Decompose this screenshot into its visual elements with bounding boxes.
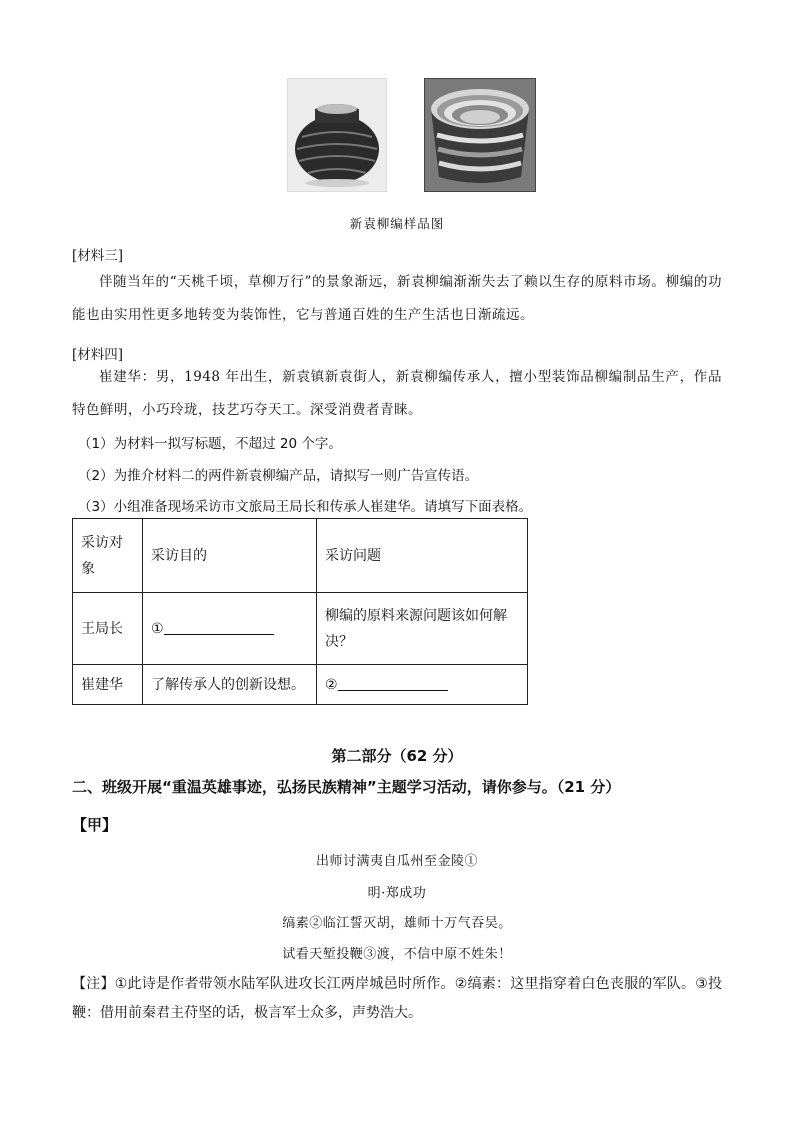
row2-target: 崔建华 [73, 665, 143, 705]
table-header-row [73, 519, 528, 593]
question-3: （3）小组准备现场采访市文旅局王局长和传承人崔建华。请填写下面表格。 [78, 499, 533, 515]
row2-question-cell [317, 665, 528, 705]
figure-caption: 新袁柳编样品图 [349, 216, 445, 231]
subsection-jia: 【甲】 [72, 816, 118, 834]
header-question: 采访问题 [317, 519, 528, 593]
answer-blank-1[interactable] [164, 618, 274, 635]
wicker-jar-photo [287, 78, 387, 192]
material-3-paragraph [72, 266, 722, 332]
wicker-basket-photo [424, 78, 536, 192]
row1-purpose-cell [143, 593, 317, 665]
row2-purpose: 了解传承人的创新设想。 [143, 665, 317, 705]
question-1: （1）为材料一拟写标题，不超过 20 个字。 [78, 436, 342, 452]
part-two-title: 第二部分（62 分） [331, 747, 463, 765]
table-row [73, 593, 528, 665]
poem-line-2: 试看天堑投鞭③渡，不信中原不姓朱！ [282, 947, 512, 962]
header-purpose: 采访目的 [143, 519, 317, 593]
material-3-text: 伴随当年的“天桃千顷，草柳万行”的景象渐远，新袁柳编渐渐失去了赖以生存的原料市场。柳编的功能也由实用性更多地转变为装饰性，它与普通百姓的生产生活也日渐疏远。 [72, 274, 722, 323]
section-two-heading: 二、班级开展“重温英雄事迹，弘扬民族精神”主题学习活动，请你参与。（21 分） [72, 778, 621, 796]
header-target: 采访对象 [73, 519, 143, 593]
material-4-paragraph [72, 361, 722, 427]
question-2: （2）为推介材料二的两件新袁柳编产品，请拟写一则广告宣传语。 [78, 468, 479, 484]
material-4-label: [材料四] [72, 347, 124, 363]
poem-line-1: 缟素②临江誓灭胡，雄师十万气吞吴。 [282, 916, 512, 931]
material-3-label: [材料三] [72, 248, 124, 264]
wicker-basket-image [425, 79, 535, 191]
poem-note: 【注】①此诗是作者带领水陆军队进攻长江两岸城邑时所作。②缟素：这里指穿着白色丧服的军队。③投鞭：借用前秦君主苻坚的话，极言军士众多，声势浩大。 [72, 976, 722, 1021]
table-row [73, 665, 528, 705]
interview-table [72, 518, 528, 705]
row2-question-number: ② [325, 676, 338, 693]
wicker-jar-image [288, 79, 386, 191]
row1-question: 柳编的原料来源问题该如何解决？ [317, 593, 528, 665]
row1-purpose-number: ① [151, 620, 164, 637]
poem-title: 出师讨满夷自瓜州至金陵① [315, 854, 478, 869]
answer-blank-2[interactable] [338, 674, 448, 691]
material-4-text: 崔建华：男，1948 年出生，新袁镇新袁街人，新袁柳编传承人，擅小型装饰品柳编制品生产，作品特色鲜明，小巧玲珑，技艺巧夺天工。深受消费者青睐。 [72, 369, 722, 418]
poem-author: 明·郑成功 [367, 886, 427, 901]
row1-target: 王局长 [73, 593, 143, 665]
